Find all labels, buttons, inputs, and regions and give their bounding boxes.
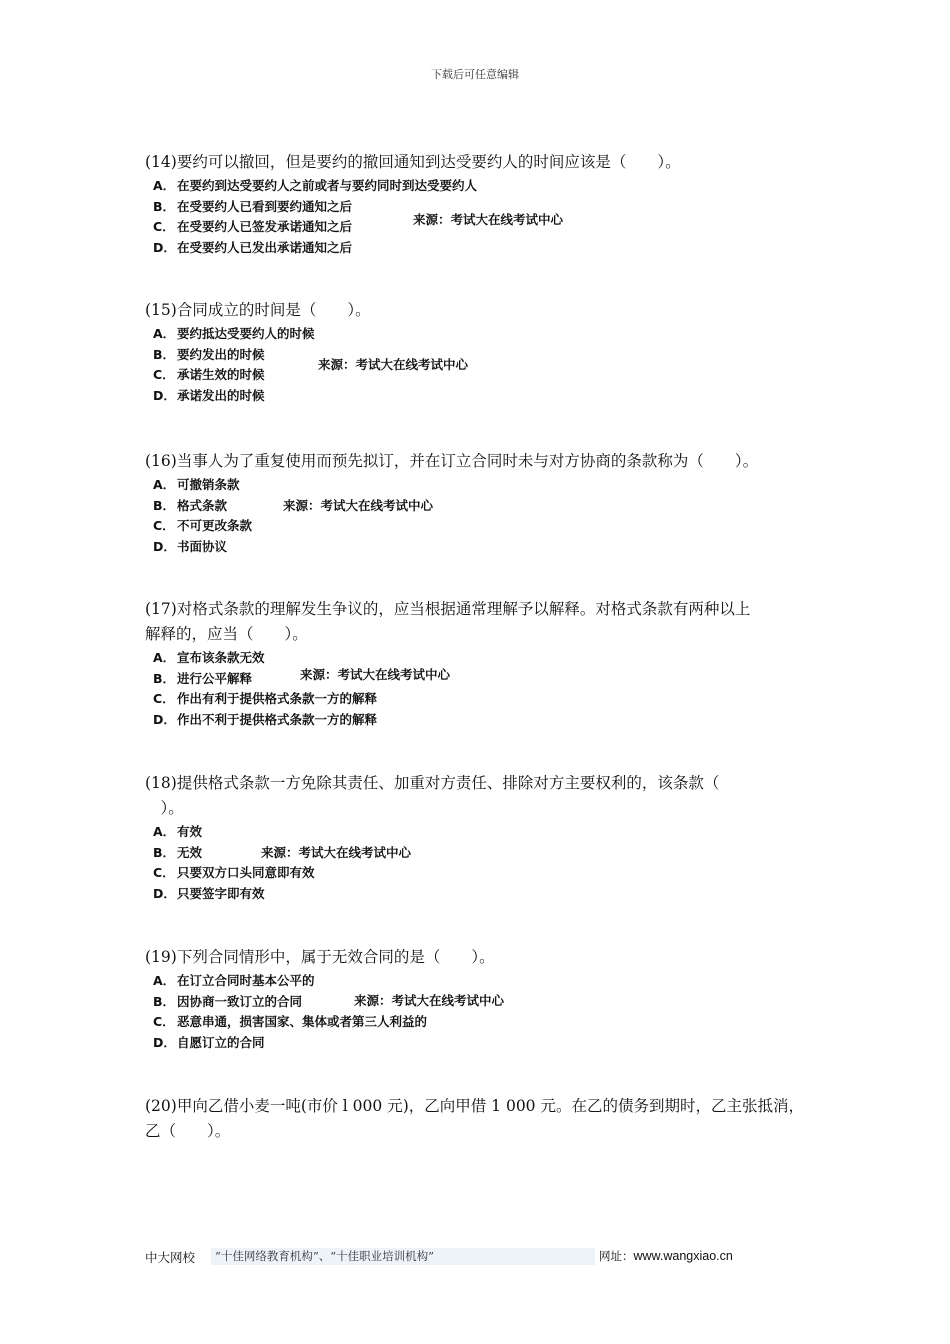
option-letter: A． (153, 178, 176, 193)
option-letter: A． (153, 973, 176, 988)
option-letter: A． (153, 824, 176, 839)
option-c (145, 689, 825, 710)
option-letter: C． (153, 1014, 175, 1029)
option-b (145, 345, 825, 366)
page-header: 下载后可任意编辑 (431, 68, 519, 81)
option-text: 在订立合同时基本公平的 (177, 973, 315, 988)
source-note: 来源：考试大在线考试中心 (413, 212, 564, 227)
school-name: 中大网校 (145, 1250, 196, 1265)
source-note: 来源：考试大在线考试中心 (354, 993, 505, 1008)
option-text: 在受要约人已看到要约通知之后 (177, 198, 353, 214)
option-text: 因协商一致订立的合同 (177, 993, 303, 1009)
source-note: 来源：考试大在线考试中心 (318, 357, 469, 372)
option-text: 要约发出的时候 (177, 346, 265, 362)
stem-line: 解释的，应当（ ）。 (145, 625, 308, 643)
option-text: 在要约到达受要约人之前或者与要约同时到达受要约人 (177, 178, 478, 193)
option-text: 承诺生效的时候 (177, 367, 265, 382)
option-letter: B． (153, 198, 176, 214)
option-letter: D． (153, 387, 176, 403)
stem-line: (17)对格式条款的理解发生争议的，应当根据通常理解予以解释。对格式条款有两种以上 (145, 600, 751, 618)
option-a (145, 822, 825, 843)
option-letter: D． (153, 239, 176, 255)
question-16 (145, 449, 825, 557)
question-14 (145, 150, 825, 258)
option-letter: D． (153, 885, 176, 901)
option-a (145, 475, 825, 496)
option-letter: C． (153, 865, 175, 880)
stem-line: (18)提供格式条款一方免除其责任、加重对方责任、排除对方主要权利的，该条款（ (145, 774, 720, 792)
option-letter: D． (153, 1034, 176, 1050)
stem-line: 乙（ ）。 (145, 1122, 231, 1140)
option-text: 作出不利于提供格式条款一方的解释 (177, 711, 378, 727)
question-18 (145, 771, 825, 904)
option-text: 格式条款 (177, 497, 228, 513)
question-stem: (19)下列合同情形中，属于无效合同的是（ ）。 (145, 948, 495, 966)
question-20 (145, 1094, 835, 1144)
option-text: 承诺发出的时候 (177, 387, 265, 403)
option-d (145, 537, 825, 558)
stem-line: (20)甲向乙借小麦一吨(市价 l 000 元)，乙向甲借 1 000 元。在乙的债务到期时，乙主张抵消， (145, 1097, 804, 1115)
option-text: 可撤销条款 (177, 477, 240, 492)
option-list (145, 971, 825, 1053)
question-15 (145, 298, 825, 406)
option-letter: A． (153, 650, 176, 665)
option-letter: B． (153, 497, 176, 513)
option-letter: C． (153, 219, 175, 234)
option-list (145, 822, 825, 904)
option-letter: C． (153, 367, 175, 382)
option-c (145, 863, 825, 884)
option-d (145, 710, 825, 731)
option-text: 自愿订立的合同 (177, 1034, 265, 1050)
option-letter: B． (153, 993, 176, 1009)
option-letter: D． (153, 711, 176, 727)
question-stem: (15)合同成立的时间是（ ）。 (145, 301, 371, 319)
page-footer (145, 1248, 825, 1266)
question-stem (145, 1094, 835, 1144)
option-a (145, 971, 825, 992)
option-c (145, 365, 825, 386)
option-list (145, 324, 825, 406)
option-d (145, 884, 825, 905)
footer-slogan: “十佳网络教育机构”、“十佳职业培训机构” (211, 1248, 595, 1265)
option-letter: D． (153, 538, 176, 554)
option-text: 在受要约人已签发承诺通知之后 (177, 219, 353, 234)
option-c (145, 1012, 825, 1033)
option-list (145, 648, 825, 730)
option-b (145, 669, 825, 690)
website-label: 网址： (599, 1249, 634, 1263)
question-stem: (16)当事人为了重复使用而预先拟订，并在订立合同时未与对方协商的条款称为（ ）。 (145, 452, 759, 470)
question-17 (145, 597, 825, 730)
question-stem: (14)要约可以撤回，但是要约的撤回通知到达受要约人的时间应该是（ ）。 (145, 153, 681, 171)
option-text: 作出有利于提供格式条款一方的解释 (177, 691, 378, 706)
option-text: 不可更改条款 (177, 518, 253, 533)
option-d (145, 238, 825, 259)
option-c (145, 516, 825, 537)
option-d (145, 386, 825, 407)
source-note: 来源：考试大在线考试中心 (261, 845, 412, 860)
option-d (145, 1033, 825, 1054)
question-19 (145, 945, 825, 1053)
question-stem (145, 597, 825, 647)
question-stem (145, 771, 825, 821)
option-letter: B． (153, 844, 176, 860)
option-text: 要约抵达受要约人的时候 (177, 326, 315, 341)
option-letter: A． (153, 326, 176, 341)
option-text: 书面协议 (177, 538, 228, 554)
option-letter: C． (153, 518, 175, 533)
option-b (145, 843, 825, 864)
option-list (145, 475, 825, 557)
option-a (145, 648, 825, 669)
option-text: 无效 (177, 844, 203, 860)
option-text: 宣布该条款无效 (177, 650, 265, 665)
website-link[interactable]: www.wangxiao.cn (633, 1249, 733, 1263)
option-b (145, 496, 825, 517)
option-text: 在受要约人已发出承诺通知之后 (177, 239, 353, 255)
website-info (599, 1248, 733, 1264)
option-a (145, 324, 825, 345)
option-letter: B． (153, 670, 176, 686)
source-note: 来源：考试大在线考试中心 (300, 667, 451, 682)
source-note: 来源：考试大在线考试中心 (283, 498, 434, 513)
option-a (145, 176, 825, 197)
option-text: 进行公平解释 (177, 670, 253, 686)
option-text: 有效 (177, 824, 203, 839)
option-text: 恶意串通，损害国家、集体或者第三人利益的 (177, 1014, 428, 1029)
option-text: 只要签字即有效 (177, 885, 265, 901)
option-letter: C． (153, 691, 175, 706)
option-text: 只要双方口头同意即有效 (177, 865, 315, 880)
option-letter: B． (153, 346, 176, 362)
option-letter: A． (153, 477, 176, 492)
stem-line: ）。 (145, 799, 184, 817)
